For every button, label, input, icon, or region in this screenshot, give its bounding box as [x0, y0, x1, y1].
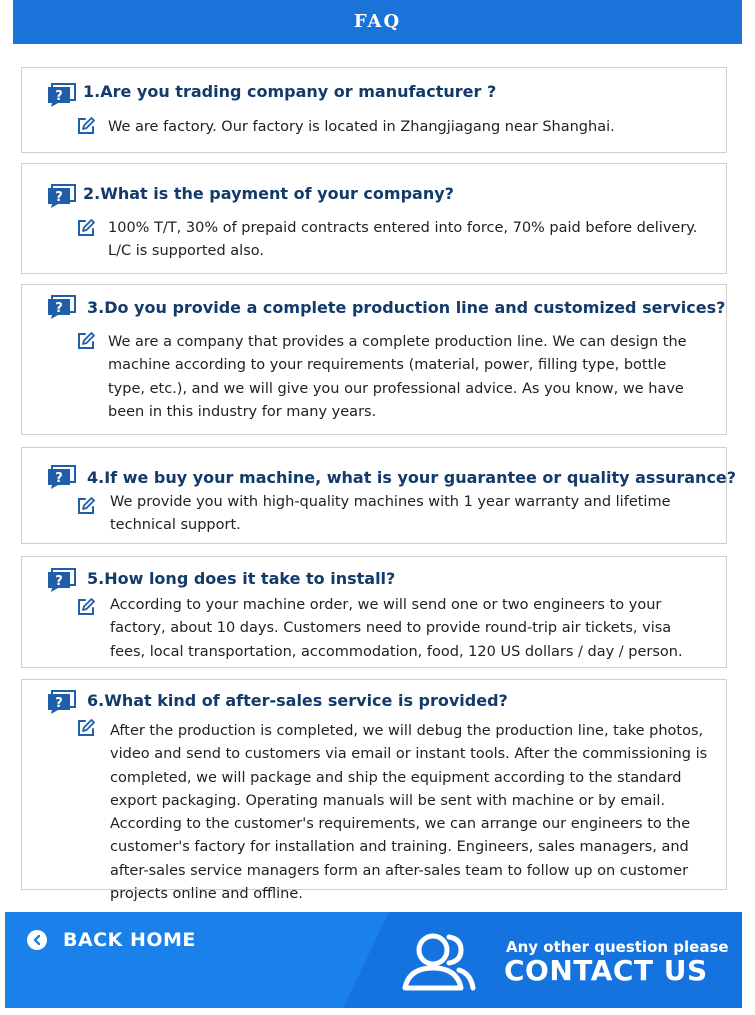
contact-prompt: Any other question please [506, 938, 729, 956]
faq-answer: We are a company that provides a complete production line. We can design the machine according to your requirements (material, power, filling type, bottle type, etc.), and we will give you our professional advice. As you know, we have been in this industry for many years. [108, 334, 687, 420]
question-icon [48, 465, 76, 489]
faq-item [21, 67, 727, 153]
faq-item [21, 679, 727, 903]
faq-item [21, 447, 737, 544]
contact-us-button[interactable]: CONTACT US [504, 954, 708, 987]
edit-icon [76, 116, 96, 136]
back-home-button[interactable] [27, 928, 196, 952]
back-home-label: BACK HOME [63, 929, 196, 951]
faq-item [21, 163, 727, 274]
footer-banner [5, 912, 742, 1008]
faq-header [13, 0, 742, 44]
faq-answer: After the production is completed, we will debug the production line, take photos, video and send to customers via email or instant tools. After the commissioning is completed, we will package and ship the equipment according to the standard export packaging. Operating manuals will be sent with machine or by email. According to the customer's requirements, we can arrange our engineers to the customer's factory for installation and training. Engineers, sales managers, and after-sales service managers form an after-sales team to follow up on customer projects online and offline. [110, 723, 708, 903]
faq-answer: According to your machine order, we will send one or two engineers to your factory, about 10 days. Customers need to provide round-trip air tickets, visa fees, local transportation, accommodation, food, 120 US dollars / day / person. [110, 597, 683, 660]
contact-user-icon [397, 930, 477, 992]
faq-question: 4.If we buy your machine, what is your guarantee or quality assurance? [87, 468, 737, 487]
faq-answer: We provide you with high-quality machines with 1 year warranty and lifetime technical support. [110, 494, 671, 534]
edit-icon [76, 597, 96, 617]
question-icon [48, 690, 76, 714]
faq-question: 1.Are you trading company or manufacturer ? [83, 82, 497, 101]
faq-answer: 100% T/T, 30% of prepaid contracts entered into force, 70% paid before delivery. L/C is supported also. [108, 220, 698, 260]
question-icon [48, 83, 76, 107]
faq-item [21, 556, 727, 668]
faq-question: 6.What kind of after-sales service is provided? [87, 691, 508, 710]
page-title: FAQ [353, 11, 402, 32]
edit-icon [76, 218, 96, 238]
faq-question: 2.What is the payment of your company? [83, 184, 454, 203]
faq-question: 5.How long does it take to install? [87, 569, 396, 588]
faq-question: 3.Do you provide a complete production line and customized services? [87, 298, 726, 317]
edit-icon [76, 718, 96, 738]
faq-answer: We are factory. Our factory is located in Zhangjiagang near Shanghai. [108, 119, 615, 135]
edit-icon [76, 331, 96, 351]
question-icon [48, 568, 76, 592]
edit-icon [76, 496, 96, 516]
faq-item [21, 284, 727, 435]
question-icon [48, 295, 76, 319]
footer-band [5, 912, 389, 1008]
question-icon [48, 184, 76, 208]
chevron-left-icon [27, 930, 47, 950]
